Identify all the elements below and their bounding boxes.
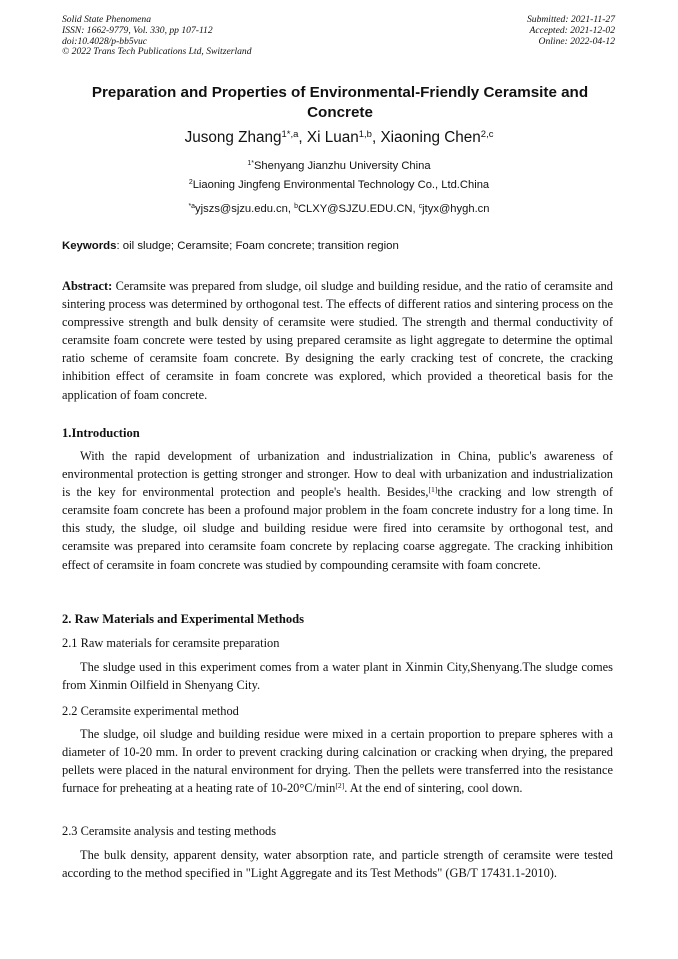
doi-line: doi:10.4028/p-bb5vuc bbox=[62, 35, 147, 47]
author-name: Xiaoning Chen bbox=[380, 129, 481, 146]
issn-line: ISSN: 1662-9779, Vol. 330, pp 107-112 bbox=[62, 24, 213, 36]
introduction-paragraph bbox=[62, 447, 613, 574]
section-heading-introduction: 1.Introduction bbox=[62, 426, 140, 440]
keywords-line bbox=[62, 239, 399, 253]
subsection-heading-2-1: 2.1 Raw materials for ceramsite preparation bbox=[62, 636, 280, 650]
accepted-date: Accepted: 2021-12-02 bbox=[529, 24, 615, 36]
author-name: Jusong Zhang bbox=[184, 129, 282, 146]
email-address: CLXY@SJZU.EDU.CN, bbox=[297, 203, 419, 215]
copyright-line: © 2022 Trans Tech Publications Ltd, Switzerland bbox=[62, 46, 252, 58]
subsection-2-3-text: The bulk density, apparent density, water absorption rate, and particle strength of ceramsite were tested according to the method specified in "Light Aggregate and its Test Methods" (GB/T 17431.1-2010). bbox=[62, 848, 613, 881]
affiliation-2 bbox=[0, 178, 678, 192]
citation-ref: [1] bbox=[428, 484, 438, 494]
publication-info bbox=[62, 15, 252, 58]
submitted-date: Submitted: 2021-11-27 bbox=[526, 14, 615, 25]
journal-name: Solid State Phenomena bbox=[62, 14, 151, 25]
author-emails bbox=[0, 202, 678, 216]
author-separator: , bbox=[298, 129, 307, 146]
subsection-2-3-paragraph bbox=[62, 846, 613, 882]
affiliation-mark: 1* bbox=[247, 160, 254, 168]
affiliation-1 bbox=[0, 159, 678, 173]
introduction-text-cont: the cracking and low strength of ceramsite foam concrete has been a profound major problem in the foam concrete industry for a long time. In this study, the sludge, oil sludge and building residue were fired into ceramsite by orthogonal test, and ceramsite was prepared into ceramsite foam concrete by replacing coarse aggregate. The cracking inhibition effect of ceramsite in foam concrete was studied by compounding ceramsite with foam concrete. bbox=[62, 485, 613, 572]
keywords-text: : oil sludge; Ceramsite; Foam concrete; transition region bbox=[116, 240, 399, 252]
keywords-label: Keywords bbox=[62, 240, 117, 252]
abstract bbox=[62, 277, 613, 404]
email-address: yjszs@sjzu.edu.cn, bbox=[195, 203, 295, 215]
subsection-2-1-paragraph bbox=[62, 658, 613, 694]
subsection-2-2-text: The sludge, oil sludge and building residue were mixed in a certain proportion to prepare spheres with a diameter of 10-20 mm. In order to prevent cracking during calcination or cracking when drying, the prepared pellets were placed in the natural environment for drying. Then the pellets were transferred into the resistance furnace for preheating at a heating rate of 10-20°C/min bbox=[62, 727, 613, 796]
subsection-heading-2-3: 2.3 Ceramsite analysis and testing methods bbox=[62, 824, 277, 838]
affiliation-text: Shenyang Jianzhu University China bbox=[253, 160, 431, 172]
abstract-label: Abstract: bbox=[62, 279, 113, 293]
author-affiliation-mark: 1,b bbox=[358, 128, 372, 140]
affiliation-text: Liaoning Jingfeng Environmental Technology Co., Ltd.China bbox=[192, 179, 490, 191]
subsection-2-2-paragraph bbox=[62, 725, 613, 797]
online-date: Online: 2022-04-12 bbox=[538, 35, 615, 47]
affiliation-mark: 2 bbox=[188, 179, 193, 187]
subsection-2-2-text-cont: . At the end of sintering, cool down. bbox=[344, 781, 523, 796]
email-address: jtyx@hygh.cn bbox=[422, 203, 490, 215]
section-heading-raw-materials: 2. Raw Materials and Experimental Methods bbox=[62, 612, 305, 626]
citation-ref: [2] bbox=[335, 781, 345, 791]
author-separator: , bbox=[371, 129, 381, 146]
email-mark: c bbox=[418, 203, 423, 211]
author-affiliation-mark: 1*,a bbox=[281, 128, 299, 140]
paper-title: Preparation and Properties of Environmental-Friendly Ceramsite and Concrete bbox=[91, 84, 589, 121]
introduction-text: With the rapid development of urbanization and industrialization in China, public's awareness of environmental protection is getting stronger and stronger. How to deal with urbanization and industrialization is the key for environmental protection and people's health. Besides, bbox=[62, 449, 613, 500]
author-affiliation-mark: 2,c bbox=[480, 128, 494, 140]
abstract-text: Ceramsite was prepared from sludge, oil sludge and building residue, and the ratio of ceramsite and sintering process was determined by orthogonal test. The effects of different ratios and sintering process on the compressive strength and bulk density of ceramsite were studied. The strength and thermal conductivity of ceramsite foam concrete were tested by using prepared ceramsite as light aggregate to determine the optimal ratio scheme of ceramsite foam concrete. By designing the early cracking test of concrete, the cracking inhibition effect of ceramsite in foam concrete was explored, which provided a theoretical basis for the application of foam concrete. bbox=[62, 279, 613, 402]
email-mark: b bbox=[294, 203, 298, 211]
author-list bbox=[0, 128, 678, 148]
author-name: Xi Luan bbox=[306, 129, 359, 146]
subsection-2-1-text: The sludge used in this experiment comes from a water plant in Xinmin City,Shenyang.The sludge comes from Xinmin Oilfield in Shenyang City. bbox=[62, 660, 613, 693]
email-mark: *a bbox=[188, 203, 196, 211]
subsection-heading-2-2: 2.2 Ceramsite experimental method bbox=[62, 704, 239, 718]
publication-dates bbox=[527, 15, 615, 47]
